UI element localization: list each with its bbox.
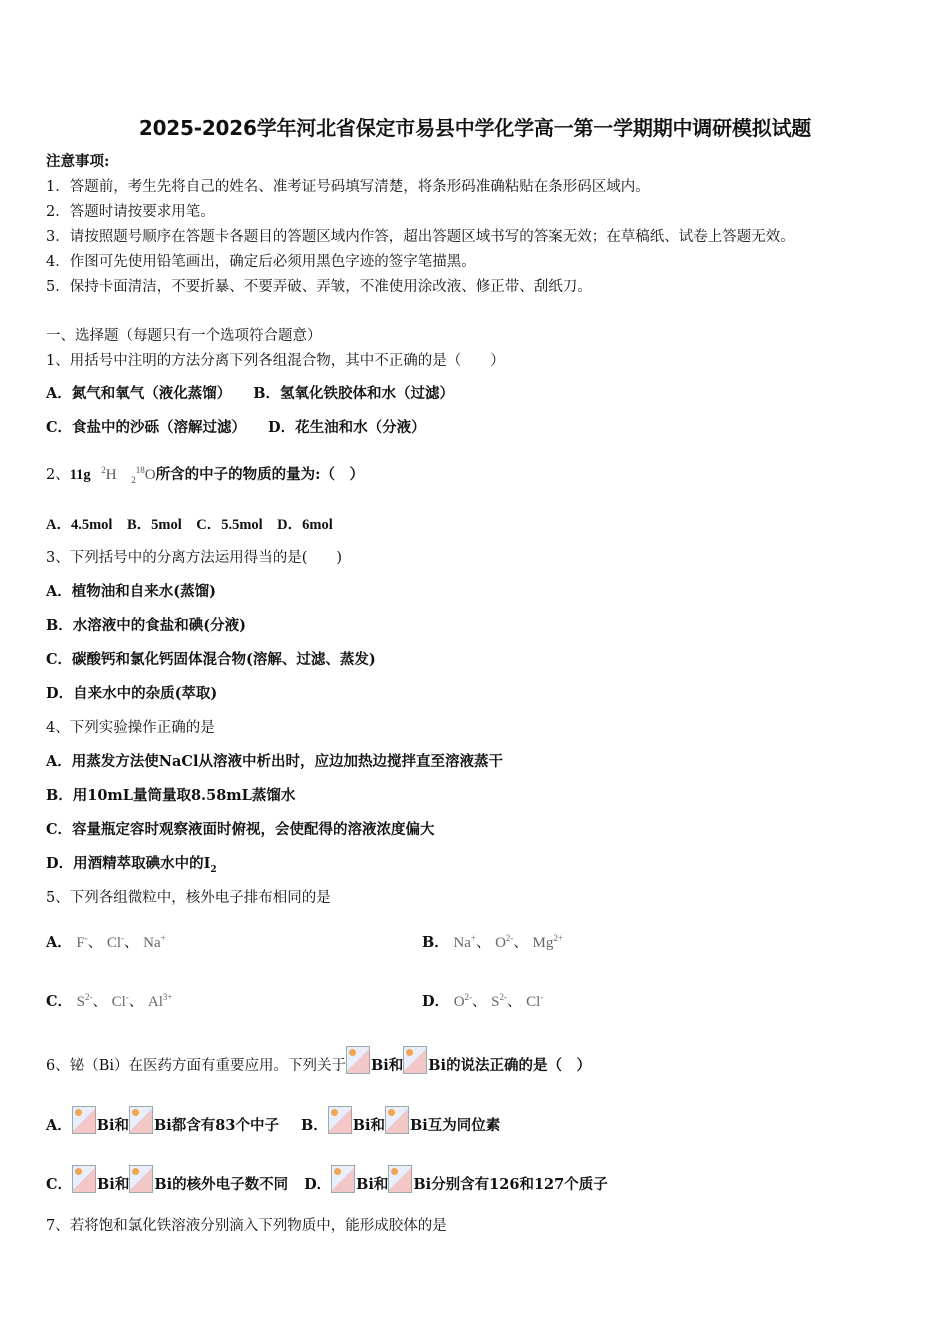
broken-image-icon — [72, 1165, 96, 1193]
ion: Cl- — [526, 992, 544, 1010]
broken-image-icon — [385, 1106, 409, 1134]
option-d: D．花生油和水（分液） — [268, 419, 426, 436]
question-5-stem: 5、下列各组微粒中，核外电子排布相同的是 — [46, 890, 331, 906]
question-1-options-cd — [46, 418, 426, 438]
ion: $O^{2-}$ — [453, 992, 473, 1010]
broken-image-icon — [331, 1165, 355, 1193]
question-1-options-ab — [46, 384, 454, 404]
ion: Cl- — [111, 992, 129, 1010]
option-b: B．水溶液中的食盐和碘(分液) — [46, 617, 246, 634]
option-d: D．自来水中的杂质(萃取) — [46, 685, 218, 702]
question-2-options: A．4.5mol B．5mol C．5.5mol D．6mol — [46, 517, 333, 533]
option-a: A．氮气和氧气（液化蒸馏） — [46, 385, 232, 402]
option-b-label: B． — [422, 934, 449, 951]
mass-value: 11g — [69, 467, 91, 483]
hydrogen-nuclide: $^2$H — [101, 465, 117, 483]
broken-image-icon — [72, 1106, 96, 1134]
question-4-stem: 4、下列实验操作正确的是 — [46, 720, 215, 736]
option-d-label: D． — [422, 993, 450, 1010]
option-c: C．碳酸钙和氯化钙固体混合物(溶解、过滤、蒸发) — [46, 651, 376, 668]
question-2-stem: 2、11g $^2$H $_2^{18}$O所含的中子的物质的量为:（ ） — [46, 465, 364, 485]
question-3-stem: 3、下列括号中的分离方法运用得当的是( ) — [46, 550, 343, 566]
question-6-options-cd: C． Bi和 Bi的核外电子数不同 D． Bi和 Bi分别含有126和127个质子 — [46, 1165, 608, 1195]
option-a: A．植物油和自来水(蒸馏) — [46, 583, 216, 600]
option-b: B．氢氧化铁胶体和水（过滤） — [253, 385, 455, 402]
question-7-stem: 7、若将饱和氯化铁溶液分别滴入下列物质中，能形成胶体的是 — [46, 1218, 447, 1234]
notice-item: 3．请按照题号顺序在答题卡各题目的答题区域内作答，超出答题区域书写的答案无效；在草稿纸、试卷上答题无效。 — [46, 229, 795, 245]
ion: $S^{2-}$ — [76, 992, 93, 1010]
notice-item: 4．作图可先使用铅笔画出，确定后必须用黑色字迹的签字笔描黑。 — [46, 254, 476, 270]
option-c-label: C． — [46, 993, 73, 1010]
broken-image-icon — [403, 1046, 427, 1074]
section-heading: 一、选择题（每题只有一个选项符合题意） — [46, 328, 322, 344]
question-2-suffix: 所含的中子的物质的量为:（ ） — [155, 466, 364, 483]
notice-item: 2．答题时请按要求用笔。 — [46, 204, 215, 220]
broken-image-icon — [346, 1046, 370, 1074]
option-c: C．容量瓶定容时观察液面时俯视，会使配得的溶液浓度偏大 — [46, 821, 435, 838]
oxygen-nuclide: $_2^{18}$O — [131, 465, 156, 485]
option-d: D．用酒精萃取碘水中的$I_2$ — [46, 855, 217, 875]
option-a: A．用蒸发方法使NaCl从溶液中析出时，应边加热边搅拌直至溶液蒸干 — [46, 753, 503, 770]
ion: $Al^{3+}$ — [147, 992, 173, 1010]
question-5-options-cd: C． $S^{2-}$、 Cl-、 $Al^{3+}$ D． $O^{2-}$、 $S^{2-}$、 Cl- — [46, 987, 906, 1012]
broken-image-icon — [129, 1165, 153, 1193]
option-b: B．用10mL量筒量取8.58mL蒸馏水 — [46, 787, 296, 804]
notice-item: 1．答题前，考生先将自己的姓名、准考证号码填写清楚，将条形码准确粘贴在条形码区域内。 — [46, 179, 650, 195]
notice-heading: 注意事项: — [46, 153, 110, 170]
broken-image-icon — [328, 1106, 352, 1134]
question-6-stem: 6、铋（Bi）在医药方面有重要应用。下列关于 Bi和 Bi的说法正确的是（ ） — [46, 1046, 591, 1076]
notice-item: 5．保持卡面清洁，不要折暴、不要弄破、弄皱，不准使用涂改液、修正带、刮纸刀。 — [46, 279, 592, 295]
broken-image-icon — [388, 1165, 412, 1193]
ion: $Mg^{2+}$ — [532, 933, 563, 951]
question-1-stem: 1、用括号中注明的方法分离下列各组混合物，其中不正确的是（ ） — [46, 353, 505, 369]
broken-image-icon — [129, 1106, 153, 1134]
question-6-options-ab: A． Bi和 Bi都含有83个中子 B． Bi和 Bi互为同位素 — [46, 1106, 500, 1136]
option-c: C．食盐中的沙砾（溶解过滤） — [46, 419, 247, 436]
ion: Na+ — [453, 933, 476, 951]
question-5-options-ab: A． F-、 Cl-、 Na+ B． Na+、 $O^{2-}$、 $Mg^{2+}$ — [46, 928, 906, 953]
option-d-group: D． $O^{2-}$、 $S^{2-}$、 Cl- — [422, 992, 544, 1010]
option-b-group: B． Na+、 $O^{2-}$、 $Mg^{2+}$ — [422, 933, 563, 951]
ion: $S^{2-}$ — [491, 992, 507, 1010]
ion: F- — [76, 933, 88, 951]
page-title: 2025-2026学年河北省保定市易县中学化学高一第一学期期中调研模拟试题 — [138, 116, 812, 140]
ion: Cl- — [106, 933, 125, 951]
ion: $O^{2-}$ — [495, 933, 514, 951]
option-a-label: A． — [46, 934, 72, 951]
ion: Na+ — [143, 933, 166, 951]
